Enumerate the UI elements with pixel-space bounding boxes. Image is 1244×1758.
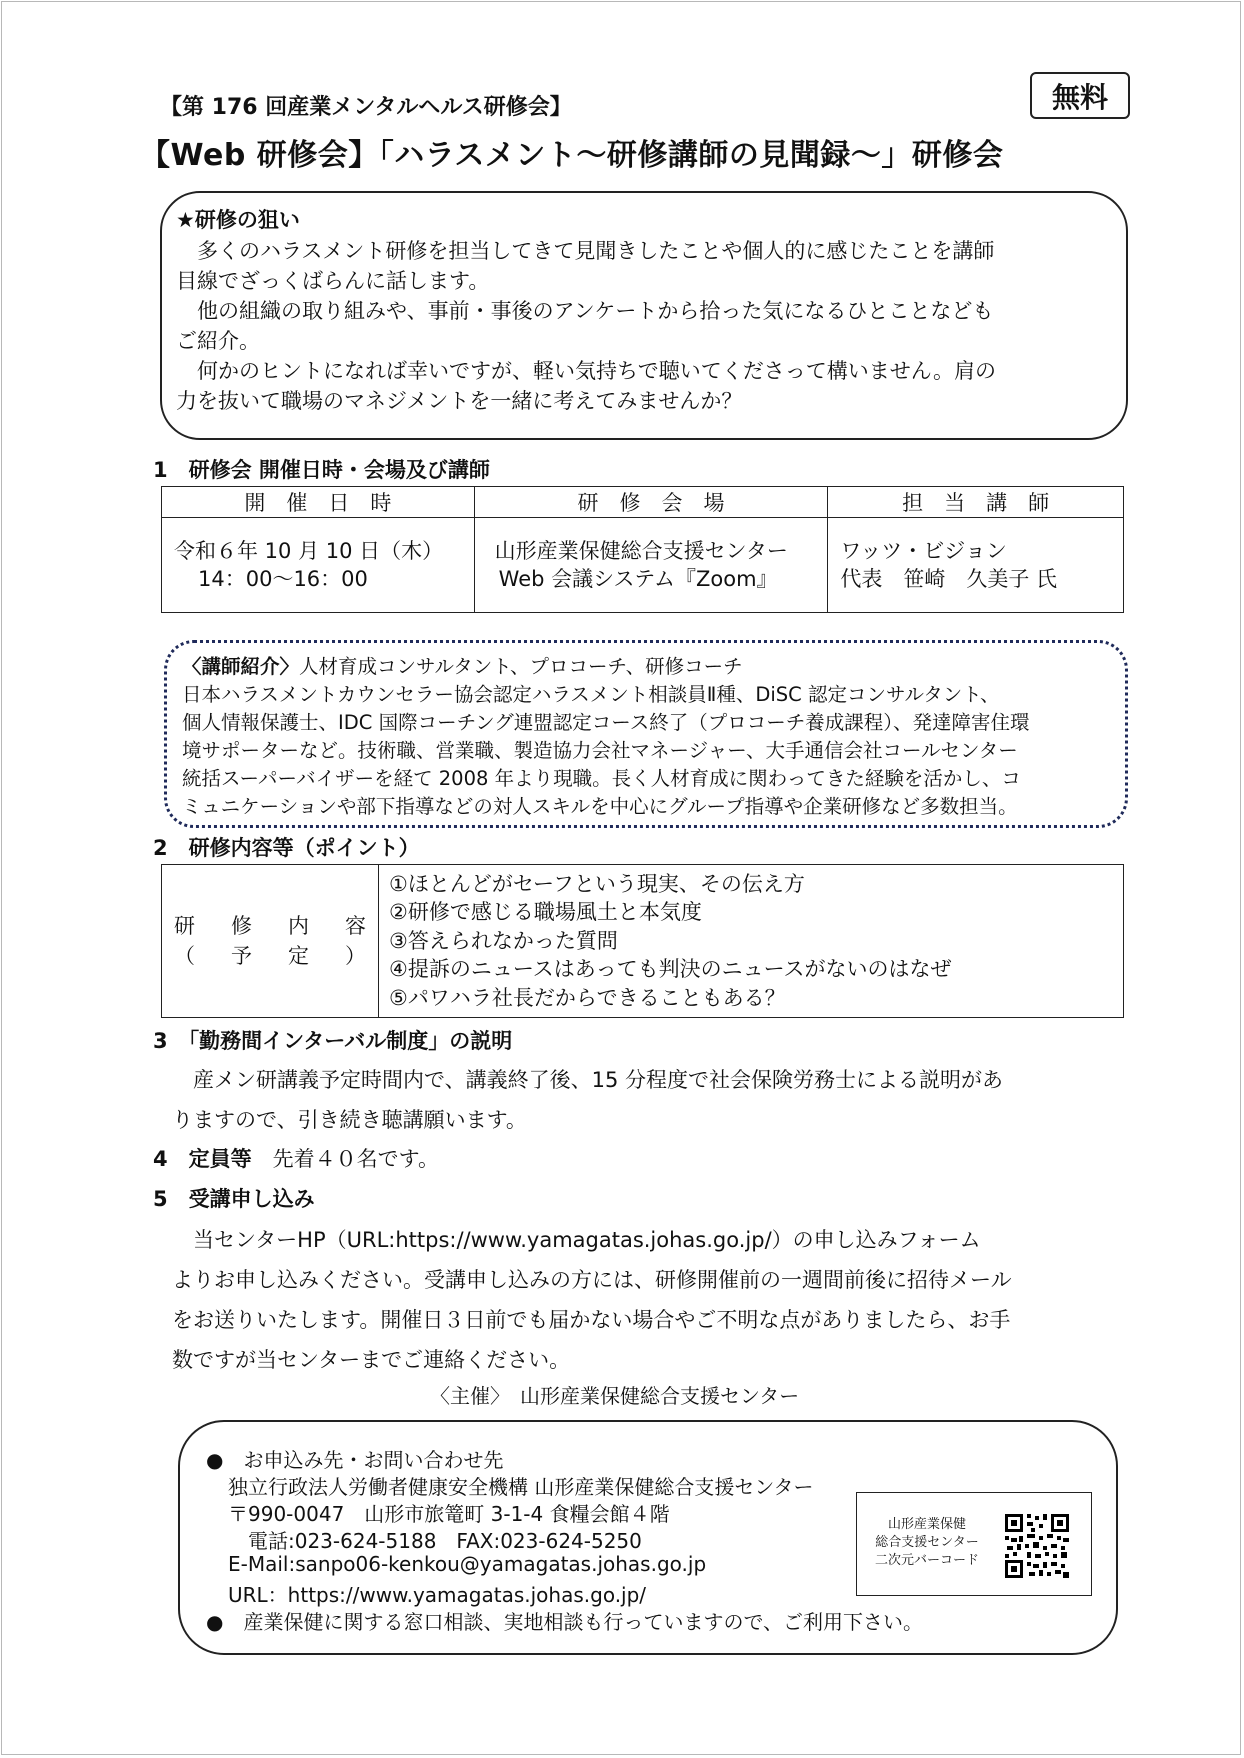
contact-address: 〒990-0047 山形市旅篭町 3-1-4 食糧会館４階 bbox=[228, 1502, 670, 1526]
aim-line: 他の組織の取り組みや、事前・事後のアンケートから拾った気になるひとことなども bbox=[176, 299, 994, 323]
event-venue bbox=[474, 518, 828, 613]
event-date-time: 14：00～16：00 bbox=[198, 567, 368, 591]
schedule-table bbox=[161, 486, 1124, 613]
section3-heading: 3 「勤務間インターバル制度」の説明 bbox=[153, 1029, 513, 1053]
list-item: ③答えられなかった質問 bbox=[389, 928, 618, 953]
header-instructor: 担 当 講 師 bbox=[828, 487, 1124, 518]
bullet-icon: ● bbox=[206, 1448, 224, 1472]
aim-line: 力を抜いて職場のマネジメントを一緒に考えてみませんか？ bbox=[176, 389, 743, 413]
event-date bbox=[162, 518, 475, 613]
contact-org: 独立行政法人労働者健康安全機構 山形産業保健総合支援センター bbox=[228, 1475, 814, 1499]
contact-phone: 電話:023-624-5188 FAX:023-624-5250 bbox=[228, 1529, 642, 1553]
section2-heading: 2 研修内容等（ポイント） bbox=[153, 836, 420, 860]
instructor-intro-line: 個人情報保護士、IDC 国際コーチング連盟認定コース終了（プロコーチ養成課程）、発達障害住環 bbox=[182, 711, 1030, 734]
contact-heading: お申込み先・お問い合わせ先 bbox=[243, 1448, 504, 1472]
free-badge: 無料 bbox=[1030, 72, 1130, 119]
content-label-line2: （ 予 定 ） bbox=[174, 944, 366, 968]
instructor-name: 代表 笹崎 久美子 氏 bbox=[840, 567, 1058, 591]
instructor-intro-line: ミュニケーションや部下指導などの対人スキルを中心にグループ指導や企業研修など多数担当。 bbox=[182, 795, 1018, 818]
contact-note: 産業保健に関する窓口相談、実地相談も行っていますので、ご利用下さい。 bbox=[243, 1610, 924, 1634]
aim-line: ご紹介。 bbox=[176, 329, 260, 353]
instructor-intro-line: 境サポーターなど。技術職、営業職、製造協力会社マネージャー、大手通信会社コールセンター bbox=[182, 739, 1018, 762]
instructor-intro-line: 〈講師紹介〉人材育成コンサルタント、プロコーチ、研修コーチ bbox=[182, 655, 743, 678]
table-row bbox=[162, 865, 1124, 1018]
section1-heading: 1 研修会 開催日時・会場及び講師 bbox=[153, 458, 490, 482]
content-table bbox=[161, 864, 1124, 1018]
aim-line: 多くのハラスメント研修を担当してきて見聞きしたことや個人的に感じたことを講師 bbox=[176, 239, 995, 263]
instructor-intro-line: 統括スーパーバイザーを経て 2008 年より現職。長く人材育成に関わってきた経験を活かし、コ bbox=[182, 767, 1021, 790]
sponsor: 〈主催〉 山形産業保健総合支援センター bbox=[430, 1384, 800, 1408]
aim-text bbox=[176, 236, 996, 416]
venue-system: Web 会議システム『Zoom』 bbox=[498, 567, 778, 591]
instructor-intro-line: 日本ハラスメントカウンセラー協会認定ハラスメント相談員Ⅱ種、DiSC 認定コンサルタント、 bbox=[182, 683, 1000, 706]
event-instructor bbox=[828, 518, 1124, 613]
bullet-icon: ● bbox=[206, 1610, 224, 1634]
aim-line: 目線でざっくばらんに話します。 bbox=[176, 269, 490, 293]
qr-label-line: 二次元バーコード bbox=[874, 1553, 979, 1568]
instructor-intro-label: 〈講師紹介〉 bbox=[182, 655, 300, 678]
content-label-line1: 研 修 内 容 bbox=[174, 914, 366, 938]
page-title: 【Web 研修会】「ハラスメント～研修講師の見聞録～」研修会 bbox=[140, 138, 1004, 173]
contact-email[interactable]: E-Mail:sanpo06-kenkou@yamagatas.johas.go.jp bbox=[228, 1552, 707, 1576]
contact-heading-line bbox=[206, 1444, 503, 1473]
contact-note-line bbox=[206, 1606, 923, 1635]
table-header-row bbox=[162, 487, 1124, 518]
list-item: ④提訴のニュースはあっても判決のニュースがないのはなぜ bbox=[389, 957, 952, 982]
section3-text: 産メン研講義予定時間内で、講義終了後、15 分程度で社会保険労務士による説明があ りますので、引き続き聴講願います。 bbox=[172, 1068, 1003, 1132]
series-label: 【第 176 回産業メンタルヘルス研修会】 bbox=[160, 95, 572, 120]
aim-heading: ★研修の狙い bbox=[176, 208, 300, 232]
capacity-text: 先着４０名です。 bbox=[272, 1147, 439, 1171]
instructor-company: ワッツ・ビジョン bbox=[840, 539, 1007, 563]
event-date-day: 令和６年 10 月 10 日（木） bbox=[174, 539, 444, 563]
qr-code-icon[interactable] bbox=[1003, 1512, 1071, 1580]
header-venue: 研 修 会 場 bbox=[474, 487, 828, 518]
qr-label-line: 総合支援センター bbox=[875, 1535, 979, 1550]
list-item: ⑤パワハラ社長だからできることもある？ bbox=[389, 985, 786, 1010]
header-date: 開 催 日 時 bbox=[162, 487, 475, 518]
section5-text: 当センターHP（URL:https://www.yamagatas.johas.go.jp/）の申し込みフォーム よりお申し込みください。受講申し込みの方には、研修開催前の一週間前後に招待メール をお送りいたします。開催日３日前でも届かない場合やご不明な点がありましたら、お手 数ですが当センターまでご連絡ください。 bbox=[172, 1228, 1012, 1372]
list-item: ②研修で感じる職場風土と本気度 bbox=[389, 900, 702, 925]
content-label bbox=[162, 865, 379, 1018]
table-row bbox=[162, 518, 1124, 613]
section4 bbox=[153, 1143, 439, 1173]
qr-label-line: 山形産業保健 bbox=[887, 1517, 966, 1532]
contact-url[interactable]: URL：https://www.yamagatas.johas.go.jp/ bbox=[228, 1583, 647, 1607]
aim-line: 何かのヒントになれば幸いですが、軽い気持ちで聴いてくださって構いません。肩の bbox=[176, 359, 997, 383]
content-items bbox=[379, 865, 1124, 1018]
section4-heading: 4 定員等 bbox=[153, 1147, 252, 1171]
venue-name: 山形産業保健総合支援センター bbox=[494, 539, 788, 563]
section5-heading: 5 受講申し込み bbox=[153, 1187, 315, 1211]
list-item: ①ほとんどがセーフという現実、その伝え方 bbox=[389, 871, 805, 896]
